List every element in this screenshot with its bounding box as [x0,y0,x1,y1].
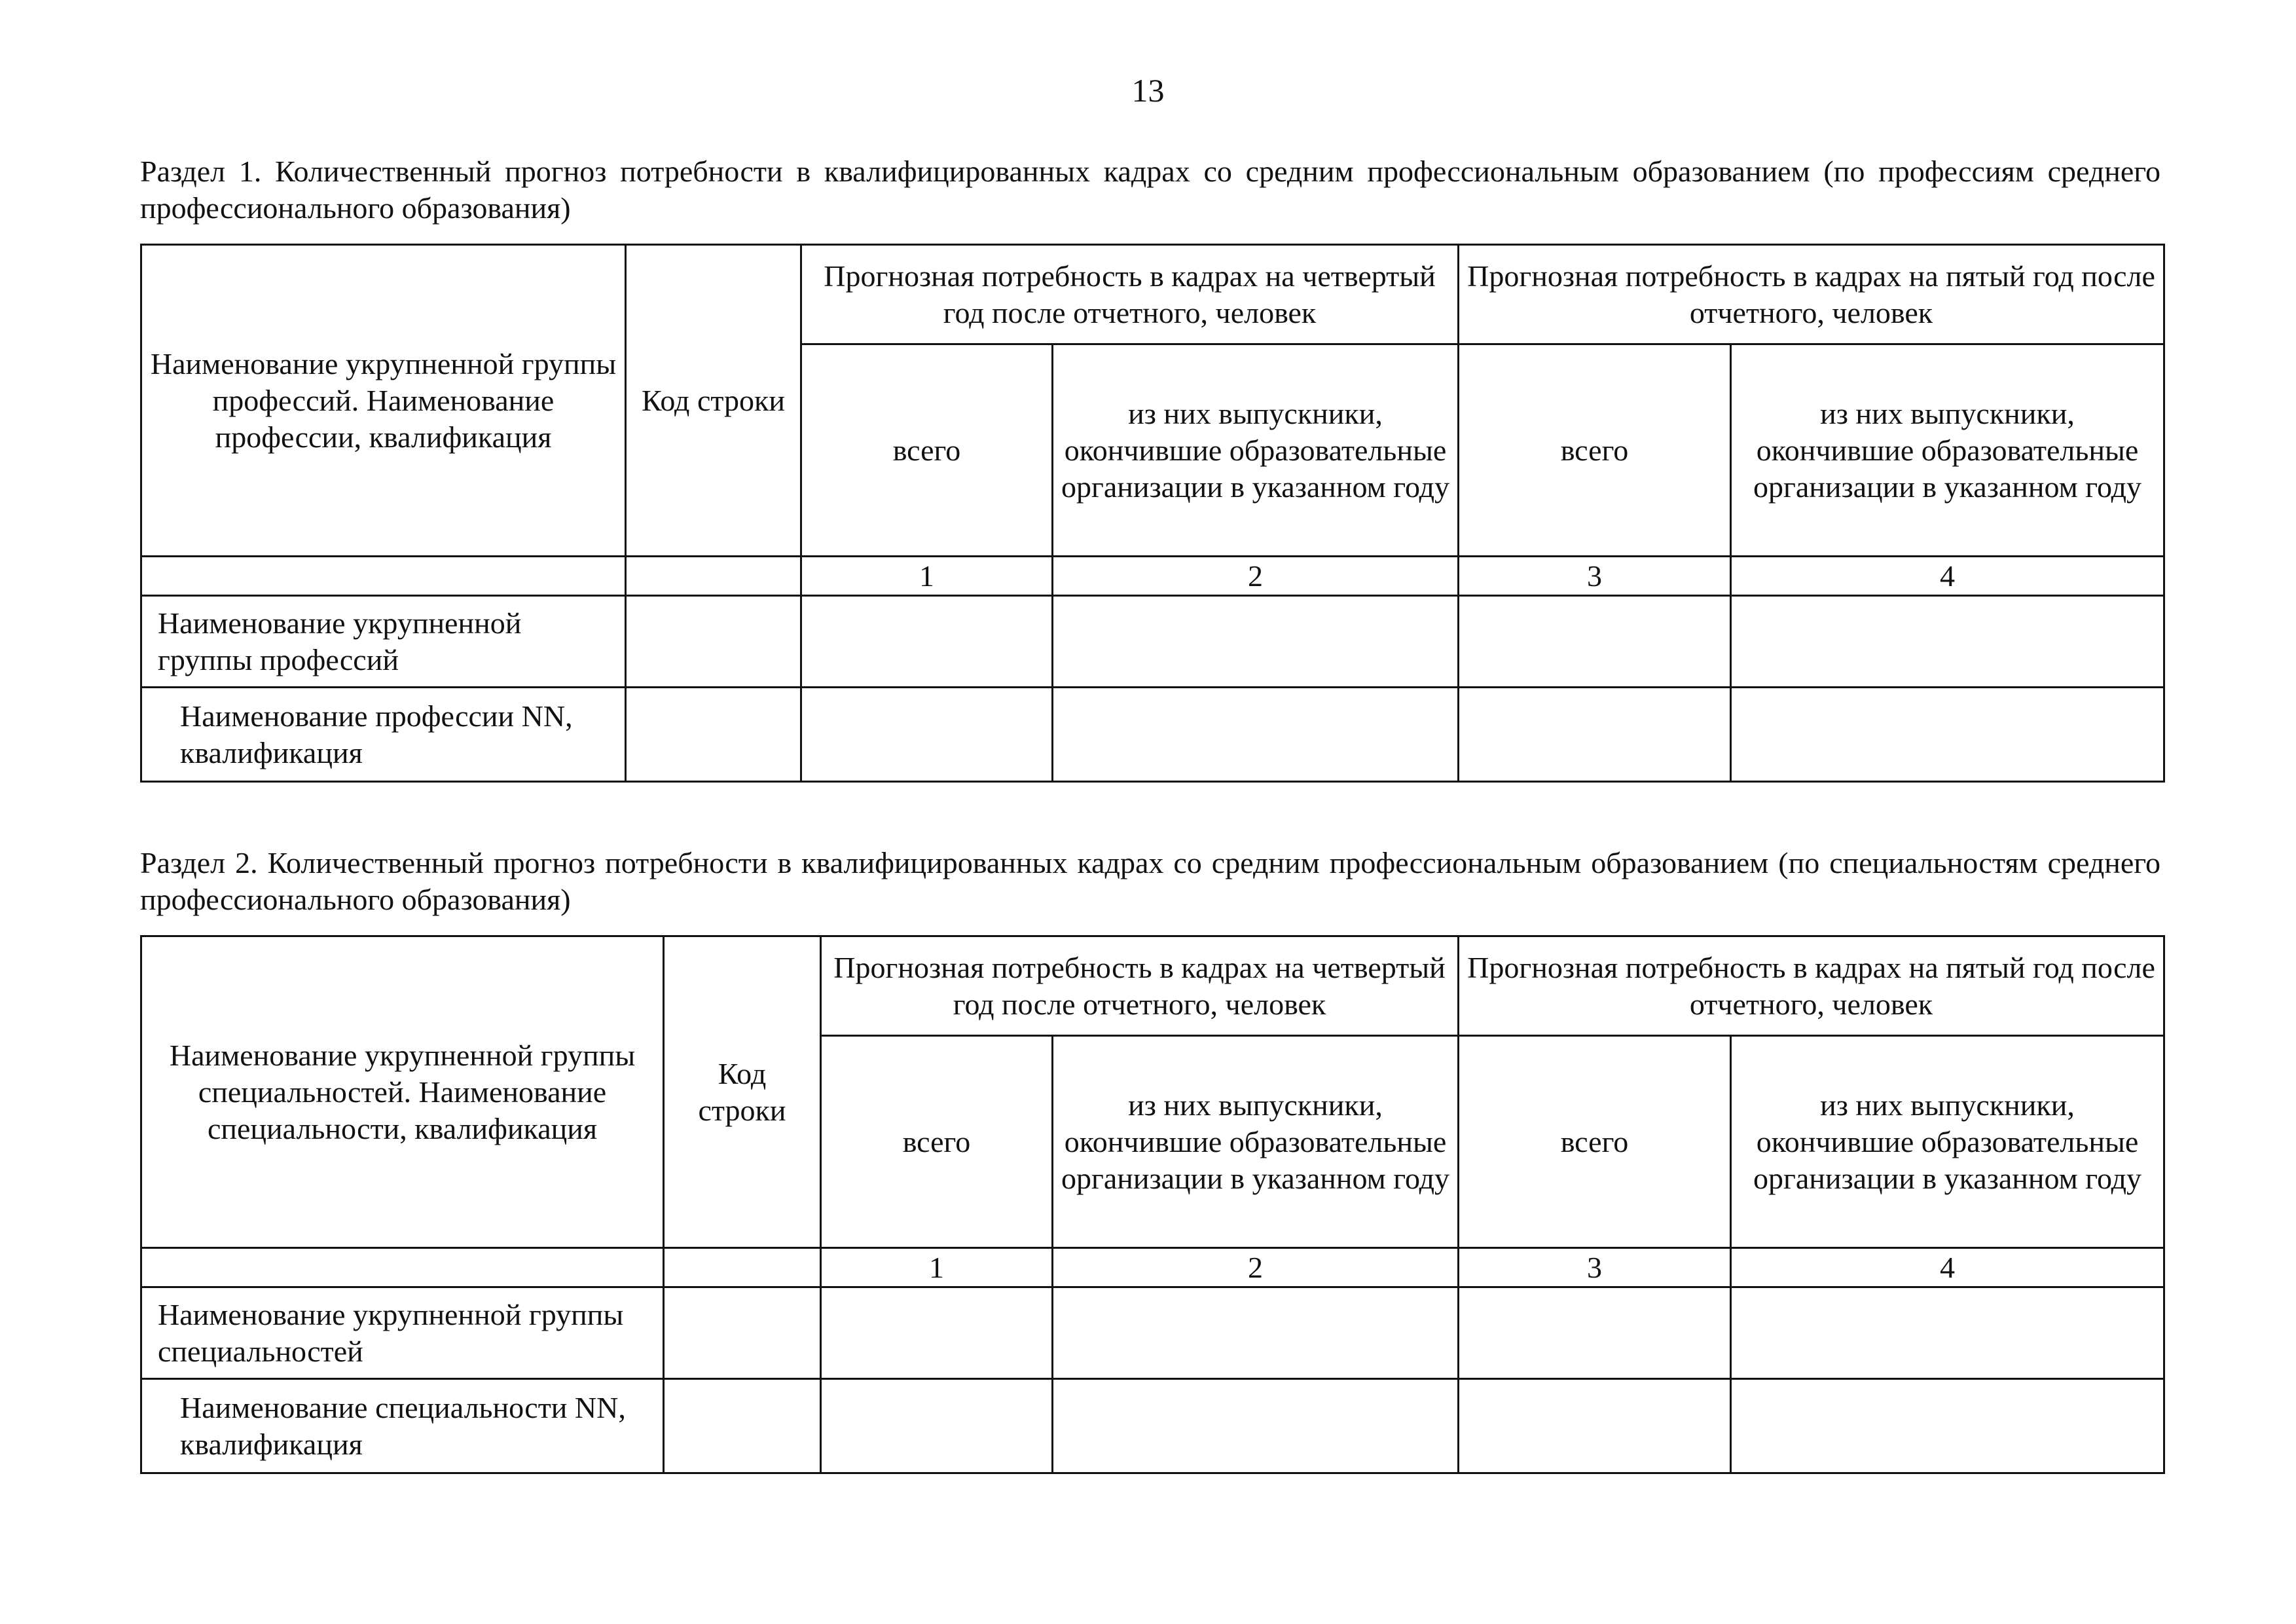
data-cell [801,688,1053,782]
header-year5-cell: Прогнозная потребность в кадрах на пятый год после отчетного, человек [1459,936,2164,1036]
subheader-graduates-year5: из них выпускники, окончившие образовательные организации в указанном году [1731,1036,2164,1248]
column-number-empty [664,1248,821,1287]
table-row [141,596,2164,688]
table-row [141,688,2164,782]
header-code-cell: Код строки [626,245,801,557]
data-cell [1459,1379,1731,1473]
subheader-total-year4: всего [801,344,1053,557]
data-cell [1053,1379,1459,1473]
subheader-total-year4: всего [821,1036,1053,1248]
section-1-table [140,244,2165,783]
data-cell [821,1379,1053,1473]
row-name-cell: Наименование профессии NN, квалификация [141,688,626,782]
row-name-cell: Наименование укрупненной группы специальностей [141,1287,664,1379]
column-number: 1 [801,557,1053,596]
table-row [141,1379,2164,1473]
subheader-total-year5: всего [1459,1036,1731,1248]
data-cell [1053,596,1459,688]
column-number: 1 [821,1248,1053,1287]
header-year5-cell: Прогнозная потребность в кадрах на пятый год после отчетного, человек [1459,245,2164,344]
column-number: 4 [1731,557,2164,596]
table-header-row [141,936,2164,1036]
data-cell [1459,1287,1731,1379]
column-number-row [141,557,2164,596]
section-2-table [140,935,2165,1474]
column-number: 4 [1731,1248,2164,1287]
subheader-graduates-year4: из них выпускники, окончившие образовательные организации в указанном году [1053,344,1459,557]
subheader-graduates-year5: из них выпускники, окончившие образовательные организации в указанном году [1731,344,2164,557]
header-year4-cell: Прогнозная потребность в кадрах на четвертый год после отчетного, человек [801,245,1459,344]
subheader-graduates-year4: из них выпускники, окончившие образовательные организации в указанном году [1053,1036,1459,1248]
row-name-cell: Наименование укрупненной группы профессий [141,596,626,688]
row-code-cell [626,596,801,688]
data-cell [801,596,1053,688]
column-number: 2 [1053,1248,1459,1287]
data-cell [1459,688,1731,782]
column-number-row [141,1248,2164,1287]
data-cell [1731,1287,2164,1379]
row-name-cell: Наименование специальности NN, квалификация [141,1379,664,1473]
row-code-cell [626,688,801,782]
table-header-row [141,245,2164,344]
column-number-empty [141,557,626,596]
row-code-cell [664,1379,821,1473]
data-cell [1731,688,2164,782]
header-name-cell: Наименование укрупненной группы специальностей. Наименование специальности, квалификация [141,936,664,1248]
table-row [141,1287,2164,1379]
data-cell [1053,688,1459,782]
data-cell [1053,1287,1459,1379]
header-code-cell: Код строки [664,936,821,1248]
row-code-cell [664,1287,821,1379]
header-year4-cell: Прогнозная потребность в кадрах на четвертый год после отчетного, человек [821,936,1459,1036]
header-name-cell: Наименование укрупненной группы профессий. Наименование профессии, квалификация [141,245,626,557]
page-number: 13 [1131,72,1165,109]
section-1-title: Раздел 1. Количественный прогноз потребности в квалифицированных кадрах со средним профессиональным образованием (по профессиям среднего профессионального образования) [140,155,2160,225]
column-number-empty [626,557,801,596]
column-number-empty [141,1248,664,1287]
column-number: 2 [1053,557,1459,596]
column-number: 3 [1459,1248,1731,1287]
column-number: 3 [1459,557,1731,596]
data-cell [821,1287,1053,1379]
subheader-total-year5: всего [1459,344,1731,557]
data-cell [1459,596,1731,688]
data-cell [1731,596,2164,688]
section-2-title: Раздел 2. Количественный прогноз потребности в квалифицированных кадрах со средним профессиональным образованием (по специальностям среднего профессионального образования) [140,846,2160,916]
data-cell [1731,1379,2164,1473]
